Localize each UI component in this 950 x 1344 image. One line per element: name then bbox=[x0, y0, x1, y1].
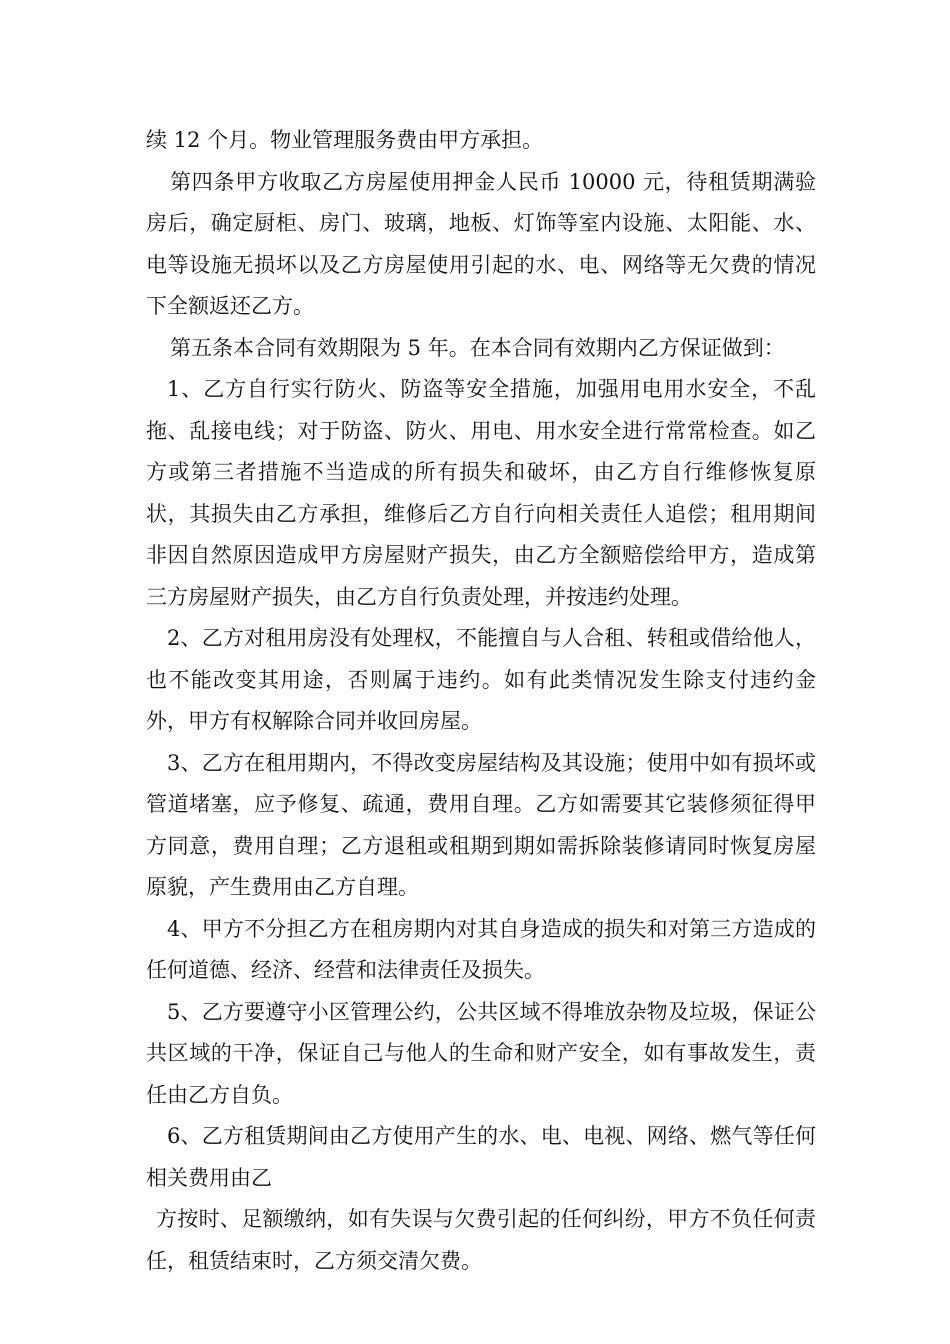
paragraph-clause-6-continued: 方按时、足额缴纳，如有失误与欠费引起的任何纠纷，甲方不负任何责任，租赁结束时，乙方须交清欠费。 bbox=[146, 1207, 816, 1273]
paragraph-clause-5-community: 5、乙方要遵守小区管理公约，公共区域不得堆放杂物及垃圾，保证公共区域的干净，保证自己与他人的生命和财产安全，如有事故发生，责任由乙方自负。 bbox=[146, 999, 816, 1107]
paragraph-clause-1-safety: 1、乙方自行实行防火、防盗等安全措施，加强用电用水安全，不乱拖、乱接电线；对于防盗、防火、用电、用水安全进行常常检查。如乙方或第三者措施不当造成的所有损失和破坏，由乙方自行维修恢复原状，其损失由乙方承担，维修后乙方自行向相关责任人追偿；租用期间非因自然原因造成甲方房屋财产损失，由乙方全额赔偿给甲方，造成第三方房屋财产损失，由乙方自行负责处理，并按违约处理。 bbox=[146, 377, 816, 609]
paragraph-property-fee: 续 12 个月。物业管理服务费由甲方承担。 bbox=[146, 128, 544, 152]
paragraph-article-5-term: 第五条本合同有效期限为 5 年。在本合同有效期内乙方保证做到： bbox=[170, 335, 785, 360]
paragraph-article-4-deposit: 第四条甲方收取乙方房屋使用押金人民币 10000 元，待租赁期满验房后，确定厨柜、房门、玻璃，地板、灯饰等室内设施、太阳能、水、电等设施无损坏以及乙方房屋使用引起的水、电、网络等无欠费的情况下全额返还乙方。 bbox=[146, 169, 816, 318]
paragraph-clause-2-subletting: 2、乙方对租用房没有处理权，不能擅自与人合租、转租或借给他人，也不能改变其用途，否则属于违约。如有此类情况发生除支付违约金外，甲方有权解除合同并收回房屋。 bbox=[146, 626, 816, 733]
paragraph-clause-6-utilities: 6、乙方租赁期间由乙方使用产生的水、电、电视、网络、燃气等任何相关费用由乙 bbox=[146, 1124, 816, 1190]
paragraph-clause-3-alterations: 3、乙方在租用期内，不得改变房屋结构及其设施；使用中如有损坏或管道堵塞，应予修复、疏通，费用自理。乙方如需要其它装修须征得甲方同意，费用自理；乙方退租或租期到期如需拆除装修请同时恢复房屋原貌，产生费用由乙方自理。 bbox=[146, 750, 816, 899]
paragraph-clause-4-liability: 4、甲方不分担乙方在租房期内对其自身造成的损失和对第三方造成的任何道德、经济、经营和法律责任及损失。 bbox=[146, 916, 816, 982]
document-body bbox=[146, 120, 816, 1282]
